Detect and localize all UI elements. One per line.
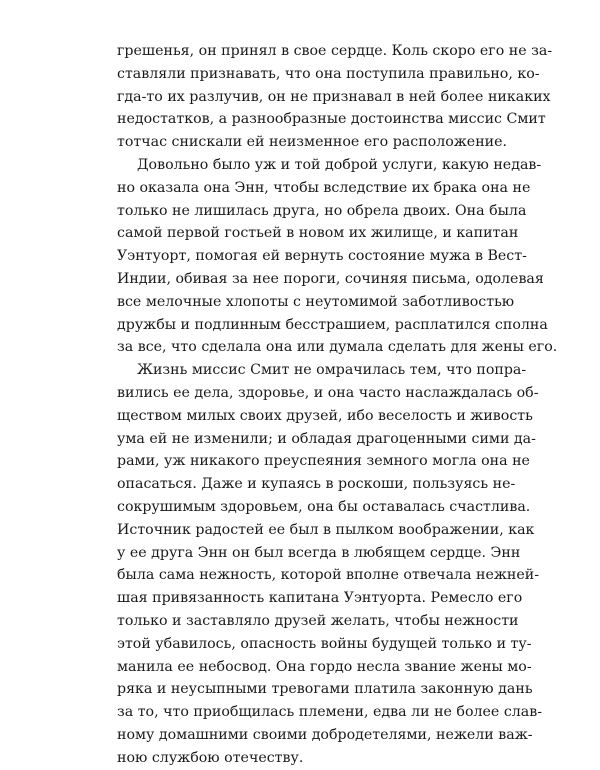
text-line: только не лишилась друга, но обрела двоих. Она была: [117, 202, 527, 219]
text-line: опасаться. Даже и купаясь в роскоши, пользуясь не-: [117, 476, 516, 493]
text-line: ставляли признавать, что она поступила правильно, ко-: [117, 65, 540, 82]
text-line: за все, что сделала она или думала сделать для жены его.: [117, 339, 558, 356]
text-line: ума ей не изменили; и обладая драгоценными сими да-: [117, 430, 536, 447]
text-line: рами, уж никакого преуспеяния земного могла она не: [117, 453, 530, 470]
text-line: ному домашними своими добродетелями, нежели важ-: [117, 726, 533, 743]
text-line: ществом милых своих друзей, ибо веселость и живость: [117, 407, 533, 424]
text-line: этой убавилось, опасность войны будущей только и ту-: [117, 635, 532, 652]
body-text: [117, 40, 558, 770]
text-line: самой первой гостьей в новом их жилище, и капитан: [117, 225, 519, 242]
text-line: гда-то их разлучив, он не признавал в ней более никаких: [117, 88, 551, 105]
text-line: вились ее дела, здоровье, и она часто наслаждалась об-: [117, 384, 539, 401]
paragraph: [117, 359, 543, 769]
paragraph: [117, 40, 553, 154]
text-line: сокрушимым здоровьем, она бы оставалась счастлива.: [117, 498, 531, 515]
text-line: но оказала она Энн, чтобы вследствие их брака она не: [117, 179, 531, 196]
text-line: Индии, обивая за нее пороги, сочиняя письма, одолевая: [117, 270, 544, 287]
text-line: все мелочные хлопоты с неутомимой заботливостью: [117, 293, 515, 310]
text-line: ряка и неусыпными тревогами платила законную дань: [117, 681, 533, 698]
text-line: за то, что приобщилась племени, едва ли не более слав-: [117, 704, 543, 721]
text-line: ною службою отечеству.: [117, 749, 304, 766]
text-line: Уэнтуорт, помогая ей вернуть состояние мужа в Вест-: [117, 248, 527, 265]
text-line: манила ее небосвод. Она гордо несла звание жены мо-: [117, 658, 532, 675]
text-line: дружбы и подлинным бесстрашием, расплатился сполна: [117, 316, 548, 333]
text-line: грешенья, он принял в свое сердце. Коль скоро его не за-: [117, 43, 553, 59]
paragraph: [117, 154, 558, 359]
text-line: шая привязанность капитана Уэнтуорта. Ремесло его: [117, 590, 523, 607]
text-line: только и заставляло друзей желать, чтобы нежности: [117, 612, 519, 629]
text-line: Жизнь миссис Смит не омрачилась тем, что попра-: [137, 362, 527, 379]
text-line: была сама нежность, которой вполне отвечала нежней-: [117, 567, 540, 584]
text-line: Источник радостей ее был в пылком воображении, как: [117, 521, 535, 538]
text-line: Довольно было уж и той доброй услуги, какую недав-: [137, 156, 542, 173]
text-line: недостатков, а разнообразные достоинства миссис Смит: [117, 111, 546, 128]
text-line: тотчас снискали ей неизменное его расположение.: [117, 134, 508, 151]
text-line: у ее друга Энн он был всегда в любящем сердце. Энн: [117, 544, 521, 561]
